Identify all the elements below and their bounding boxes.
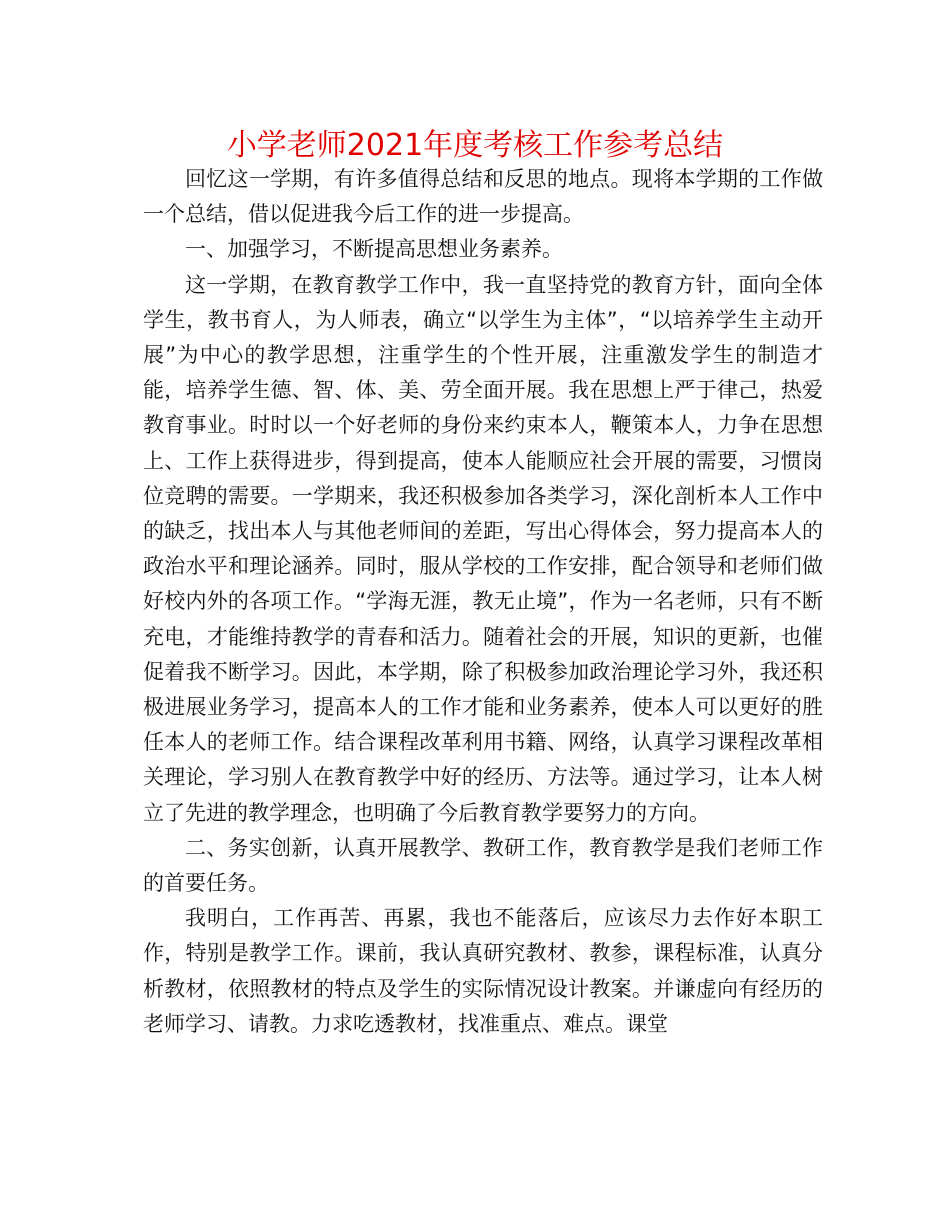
section-heading-2: 二、务实创新，认真开展教学、教研工作，教育教学是我们老师工作的首要任务。 <box>143 835 823 896</box>
document-body <box>143 162 823 1042</box>
paragraph-section-2: 我明白，工作再苦、再累，我也不能落后，应该尽力去作好本职工作，特别是教学工作。课前，我认真研究教材、教参，课程标准，认真分析教材，依照教材的特点及学生的实际情况设计教案。并谦虚向有经历的老师学习、请教。力求吃透教材，找准重点、难点。课堂 <box>143 906 823 1036</box>
document-title: 小学老师2021年度考核工作参考总结 <box>226 128 724 163</box>
section-heading-1: 一、加强学习，不断提高思想业务素养。 <box>185 237 563 262</box>
paragraph-intro: 回忆这一学期，有许多值得总结和反思的地点。现将本学期的工作做一个总结，借以促进我今后工作的进一步提高。 <box>143 167 823 227</box>
paragraph-section-1: 这一学期，在教育教学工作中，我一直坚持党的教育方针，面向全体学生，教书育人，为人师表，确立“以学生为主体”，“以培养学生主动开展”为中心的教学思想，注重学生的个性开展，注重激发学生的制造才能，培养学生德、智、体、美、劳全面开展。我在思想上严于律己，热爱教育事业。时时以一个好老师的身份来约束本人，鞭策本人，力争在思想上、工作上获得进步，得到提高，使本人能顺应社会开展的需要，习惯岗位竞聘的需要。一学期来，我还积极参加各类学习，深化剖析本人工作中的缺乏，找出本人与其他老师间的差距，写出心得体会，努力提高本人的政治水平和理论涵养。同时，服从学校的工作安排，配合领导和老师们做好校内外的各项工作。“学海无涯，教无止境”，作为一名老师，只有不断充电，才能维持教学的青春和活力。随着社会的开展，知识的更新，也催促着我不断学习。因此，本学期，除了积极参加政治理论学习外，我还积极进展业务学习，提高本人的工作才能和业务素养，使本人可以更好的胜任本人的老师工作。结合课程改革利用书籍、网络，认真学习课程改革相关理论，学习别人在教育教学中好的经历、方法等。通过学习，让本人树立了先进的教学理念，也明确了今后教育教学要努力的方向。 <box>143 272 823 825</box>
